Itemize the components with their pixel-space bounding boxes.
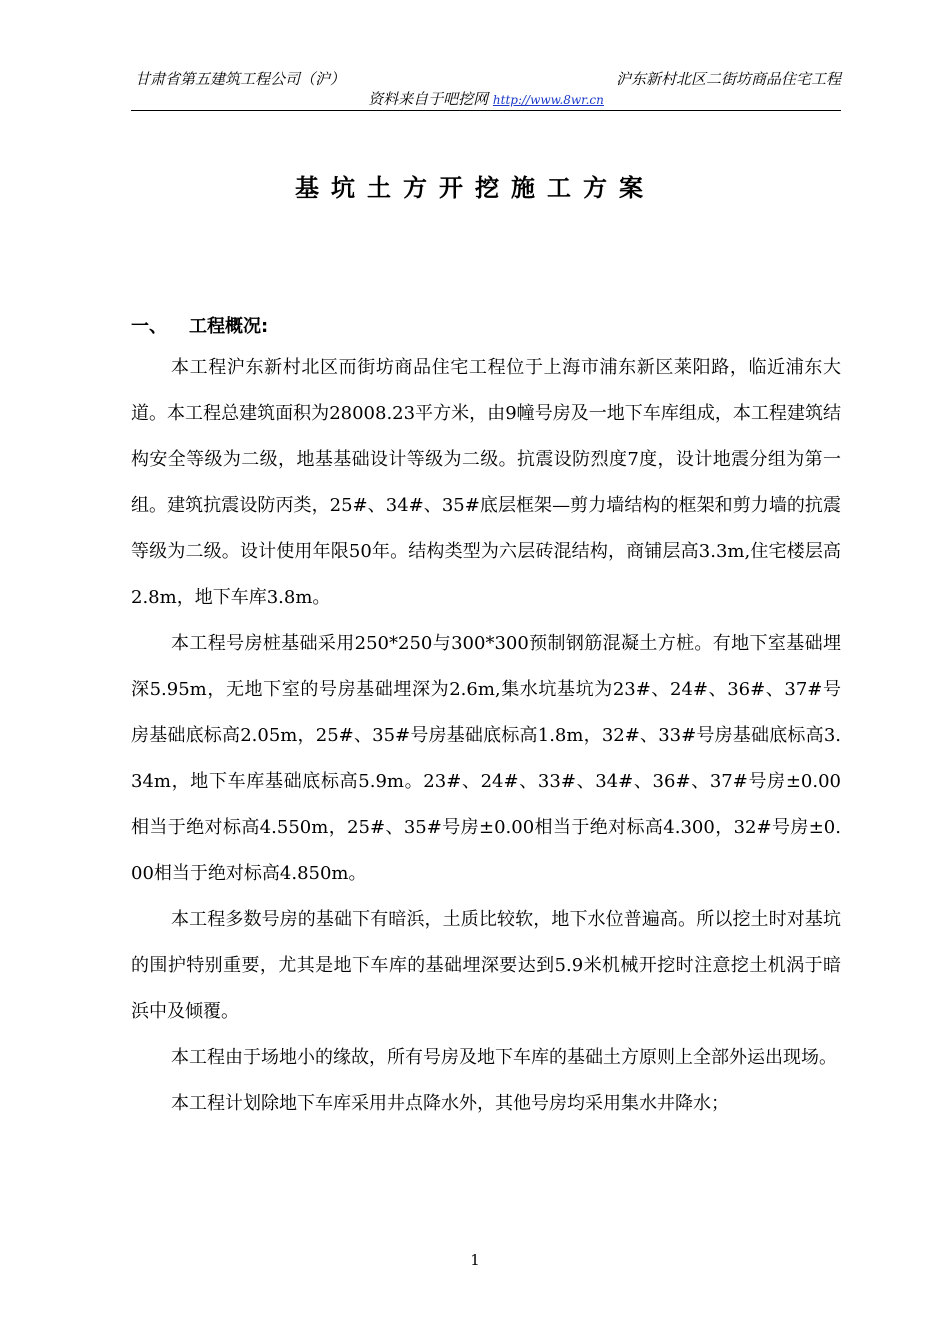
section-heading-text: 工程概况: [189, 316, 269, 337]
section-heading [131, 312, 268, 338]
paragraph: 本工程号房桩基础采用250*250与300*300预制钢筋混凝土方桩。有地下室基础埋深5.95m，无地下室的号房基础埋深为2.6m,集水坑基坑为23#、24#、36#、37#号房基础底标高2.05m，25#、35#号房基础底标高1.8m，32#、33#号房基础底标高3.34m，地下车库基础底标高5.9m。23#、24#、33#、34#、36#、37#号房±0.00相当于绝对标高4.550m，25#、35#号房±0.00相当于绝对标高4.300，32#号房±0.00相当于绝对标高4.850m。 [131, 633, 841, 884]
paragraph: 本工程由于场地小的缘故，所有号房及地下车库的基础土方原则上全部外运出现场。 [171, 1047, 837, 1068]
page-number: 1 [470, 1251, 480, 1269]
paragraph: 本工程沪东新村北区而街坊商品住宅工程位于上海市浦东新区莱阳路，临近浦东大道。本工程总建筑面积为28008.23平方米，由9幢号房及一地下车库组成，本工程建筑结构安全等级为二级，地基基础设计等级为二级。抗震设防烈度7度，设计地震分组为第一组。建筑抗震设防丙类，25#、34#、35#底层框架—剪力墙结构的框架和剪力墙的抗震等级为二级。设计使用年限50年。结构类型为六层砖混结构，商铺层高3.3m,住宅楼层高2.8m，地下车库3.8m。 [131, 357, 841, 608]
header-project: 沪东新村北区二街坊商品住宅工程 [615, 70, 841, 88]
paragraph: 本工程计划除地下车库采用井点降水外，其他号房均采用集水井降水； [171, 1093, 729, 1114]
header-source-label: 资料来自于吧挖网 [368, 90, 493, 108]
header-company: 甘肃省第五建筑工程公司（沪） [135, 70, 346, 88]
body-text [131, 345, 841, 1127]
section-number: 一、 [131, 316, 167, 337]
header-source [131, 88, 841, 109]
page-header [131, 64, 841, 111]
header-source-link[interactable]: http://www.8wr.cn [492, 93, 604, 107]
document-title: 基坑土方开挖施工方案 [295, 174, 655, 202]
paragraph: 本工程多数号房的基础下有暗浜，土质比较软，地下水位普遍高。所以挖土时对基坑的围护特别重要，尤其是地下车库的基础埋深要达到5.9米机械开挖时注意挖土机涡于暗浜中及倾覆。 [131, 909, 841, 1022]
